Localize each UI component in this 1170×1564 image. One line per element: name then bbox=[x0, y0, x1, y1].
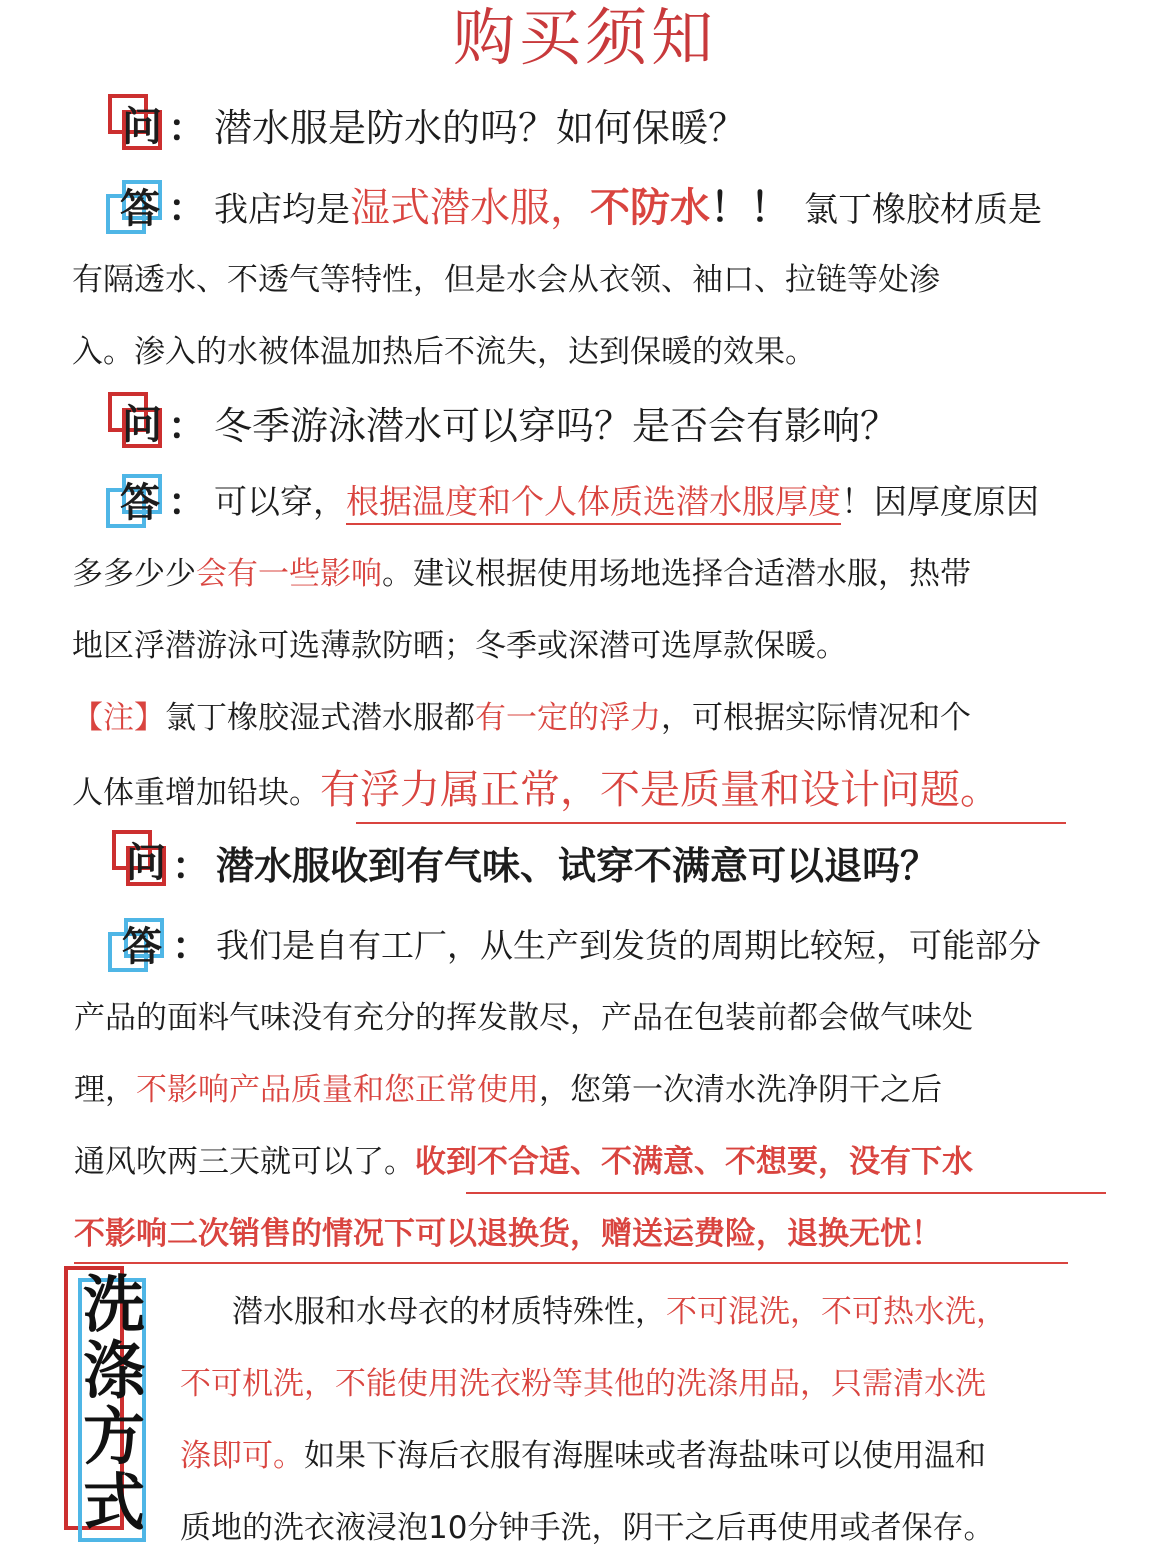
question-1: 潜水服是防水的吗？如何保暖？ bbox=[214, 106, 747, 150]
question-mark-char: 问 bbox=[126, 840, 166, 886]
answer-text: 产品的面料气味没有充分的挥发散尽，产品在包装前都会做气味处 bbox=[74, 1000, 973, 1036]
answer-highlight: 不防水 bbox=[590, 185, 710, 231]
wash-method-body bbox=[180, 1276, 1007, 1564]
wash-char: 洗 bbox=[82, 1268, 145, 1341]
answer-highlight: 收到不合适、不满意、不想要，没有下水 bbox=[415, 1144, 973, 1180]
answer-text: 氯丁橡胶材质是 bbox=[804, 190, 1042, 230]
underline bbox=[74, 1262, 1068, 1264]
answer-text: ，您第一次清水洗净阴干之后 bbox=[539, 1072, 942, 1108]
note-highlight: 有一定的浮力 bbox=[475, 700, 661, 736]
wash-method-title bbox=[74, 1268, 154, 1539]
answer-text: ！！ bbox=[710, 185, 790, 231]
colon: ： bbox=[172, 924, 211, 968]
wash-text: 质地的洗衣液浸泡10分钟手洗，阴干之后再使用或者保存。 bbox=[180, 1510, 995, 1546]
note-text: ，可根据实际情况和个 bbox=[661, 700, 971, 736]
answer-highlight: 不影响产品质量和您正常使用 bbox=[136, 1072, 539, 1108]
wash-highlight: 涤即可。 bbox=[180, 1438, 304, 1474]
wash-char: 涤 bbox=[82, 1334, 145, 1407]
underline bbox=[466, 1192, 1106, 1194]
answer-mark-char: 答 bbox=[122, 924, 162, 970]
question-3: 潜水服收到有气味、试穿不满意可以退吗？ bbox=[216, 844, 939, 888]
answer-text: ！因厚度原因 bbox=[841, 482, 1039, 521]
wash-text: 如果下海后衣服有海腥味或者海盐味可以使用温和 bbox=[304, 1438, 986, 1474]
note-text: 氯丁橡胶湿式潜水服都 bbox=[165, 700, 475, 736]
answer-2-line-1 bbox=[214, 474, 1039, 530]
answer-text: 多多少少 bbox=[72, 556, 196, 592]
answer-3-line-1: 我们是自有工厂，从生产到发货的周期比较短，可能部分 bbox=[216, 926, 1041, 965]
question-2: 冬季游泳潜水可以穿吗？是否会有影响？ bbox=[214, 404, 899, 448]
wash-text: 潜水服和水母衣的材质特殊性， bbox=[232, 1294, 666, 1330]
answer-text: 可以穿， bbox=[214, 482, 346, 521]
note-text: 人体重增加铅块。 bbox=[72, 775, 320, 811]
answer-highlight: 湿式潜水服， bbox=[350, 185, 590, 231]
answer-highlight: 根据温度和个人体质选潜水服厚度 bbox=[346, 482, 841, 525]
wash-char: 式 bbox=[82, 1466, 145, 1539]
answer-highlight: 会有一些影响 bbox=[196, 556, 382, 592]
colon: ： bbox=[168, 480, 207, 524]
answer-text: 通风吹两三天就可以了。 bbox=[74, 1144, 415, 1180]
question-mark-char: 问 bbox=[122, 104, 162, 150]
colon: ： bbox=[172, 844, 211, 888]
answer-mark-char: 答 bbox=[120, 480, 160, 526]
question-mark-char: 问 bbox=[122, 402, 162, 448]
wash-char: 方 bbox=[82, 1400, 145, 1473]
answer-text: 。建议根据使用场地选择合适潜水服，热带 bbox=[382, 556, 971, 592]
answer-highlight: 不影响二次销售的情况下可以退换货，赠送运费险，退换无忧！ bbox=[74, 1216, 942, 1252]
answer-text: 入。渗入的水被体温加热后不流失，达到保暖的效果。 bbox=[72, 334, 816, 370]
wash-highlight: 不可混洗，不可热水洗， bbox=[666, 1294, 1007, 1330]
answer-mark-char: 答 bbox=[120, 186, 160, 232]
answer-2-body bbox=[72, 538, 1000, 826]
answer-text: 理， bbox=[74, 1072, 136, 1108]
answer-text: 有隔透水、不透气等特性，但是水会从衣领、袖口、拉链等处渗 bbox=[72, 262, 940, 298]
colon: ： bbox=[168, 186, 207, 230]
note-label: 【注】 bbox=[72, 700, 165, 736]
colon: ： bbox=[168, 404, 207, 448]
wash-method-label bbox=[64, 1266, 156, 1546]
colon: ： bbox=[168, 106, 207, 150]
note-highlight: 有浮力属正常，不是质量和设计问题。 bbox=[320, 767, 1000, 813]
answer-text: 我店均是 bbox=[214, 190, 350, 230]
underline bbox=[356, 822, 1066, 824]
answer-1-line-1 bbox=[214, 180, 1042, 238]
page-title: 购买须知 bbox=[452, 1, 717, 74]
answer-text: 地区浮潜游泳可选薄款防晒；冬季或深潜可选厚款保暖。 bbox=[72, 628, 847, 664]
wash-highlight: 不可机洗，不能使用洗衣粉等其他的洗涤用品，只需清水洗 bbox=[180, 1366, 986, 1402]
answer-3-body bbox=[74, 982, 973, 1270]
answer-1-body bbox=[72, 244, 940, 388]
